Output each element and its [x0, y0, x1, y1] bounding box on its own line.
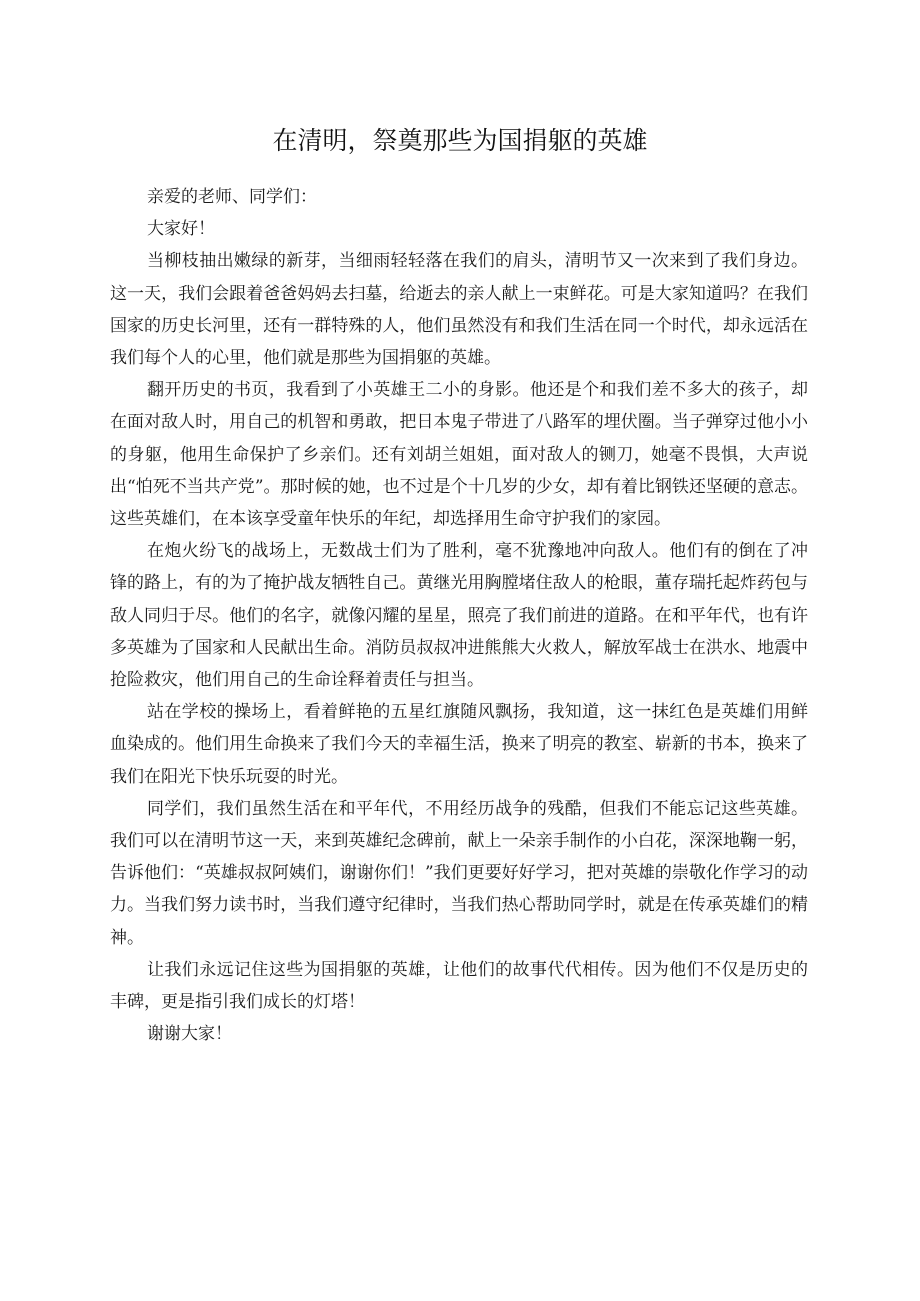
paragraph-5: 同学们，我们虽然生活在和平年代，不用经历战争的残酷，但我们不能忘记这些英雄。我们可以在清明节这一天，来到英雄纪念碑前，献上一朵亲手制作的小白花，深深地鞠一躬，告诉他们：“英雄叔叔阿姨们，谢谢你们！”我们更要好好学习，把对英雄的崇敬化作学习的动力。当我们努力读书时，当我们遵守纪律时，当我们热心帮助同学时，就是在传承英雄们的精神。: [110, 798, 808, 948]
paragraph-1: 当柳枝抽出嫩绿的新芽，当细雨轻轻落在我们的肩头，清明节又一次来到了我们身边。这一天，我们会跟着爸爸妈妈去扫墓，给逝去的亲人献上一束鲜花。可是大家知道吗？在我们国家的历史长河里，还有一群特殊的人，他们虽然没有和我们生活在同一个时代，却永远活在我们每个人的心里，他们就是那些为国捐躯的英雄。: [110, 251, 808, 369]
paragraph-3: 在炮火纷飞的战场上，无数战士们为了胜利，毫不犹豫地冲向敌人。他们有的倒在了冲锋的路上，有的为了掩护战友牺牲自己。黄继光用胸膛堵住敌人的枪眼，董存瑞托起炸药包与敌人同归于尽。他们的名字，就像闪耀的星星，照亮了我们前进的道路。在和平年代，也有许多英雄为了国家和人民献出生命。消防员叔叔冲进熊熊大火救人，解放军战士在洪水、地震中抢险救灾，他们用自己的生命诠释着责任与担当。: [110, 541, 808, 691]
paragraph-6: 让我们永远记住这些为国捐躯的英雄，让他们的故事代代相传。因为他们不仅是历史的丰碑，更是指引我们成长的灯塔！: [110, 959, 808, 1013]
greeting: 亲爱的老师、同学们：: [147, 187, 317, 207]
paragraph-2: 翻开历史的书页，我看到了小英雄王二小的身影。他还是个和我们差不多大的孩子，却在面对敌人时，用自己的机智和勇敢，把日本鬼子带进了八路军的埋伏圈。当子弹穿过他小小的身躯，他用生命保护了乡亲们。还有刘胡兰姐姐，面对敌人的铡刀，她毫不畏惧，大声说出“怕死不当共产党”。那时候的她，也不过是个十几岁的少女，却有着比钢铁还坚硬的意志。这些英雄们，在本该享受童年快乐的年纪，却选择用生命守护我们的家园。: [110, 380, 808, 530]
closing: 谢谢大家！: [147, 1024, 232, 1045]
document-body: [110, 181, 808, 1050]
document-title: 在清明，祭奠那些为国捐躯的英雄: [272, 126, 648, 155]
salutation: 大家好！: [147, 219, 215, 240]
paragraph-4: 站在学校的操场上，看着鲜艳的五星红旗随风飘扬，我知道，这一抹红色是英雄们用鲜血染成的。他们用生命换来了我们今天的幸福生活，换来了明亮的教室、崭新的书本，换来了我们在阳光下快乐玩耍的时光。: [110, 702, 808, 787]
